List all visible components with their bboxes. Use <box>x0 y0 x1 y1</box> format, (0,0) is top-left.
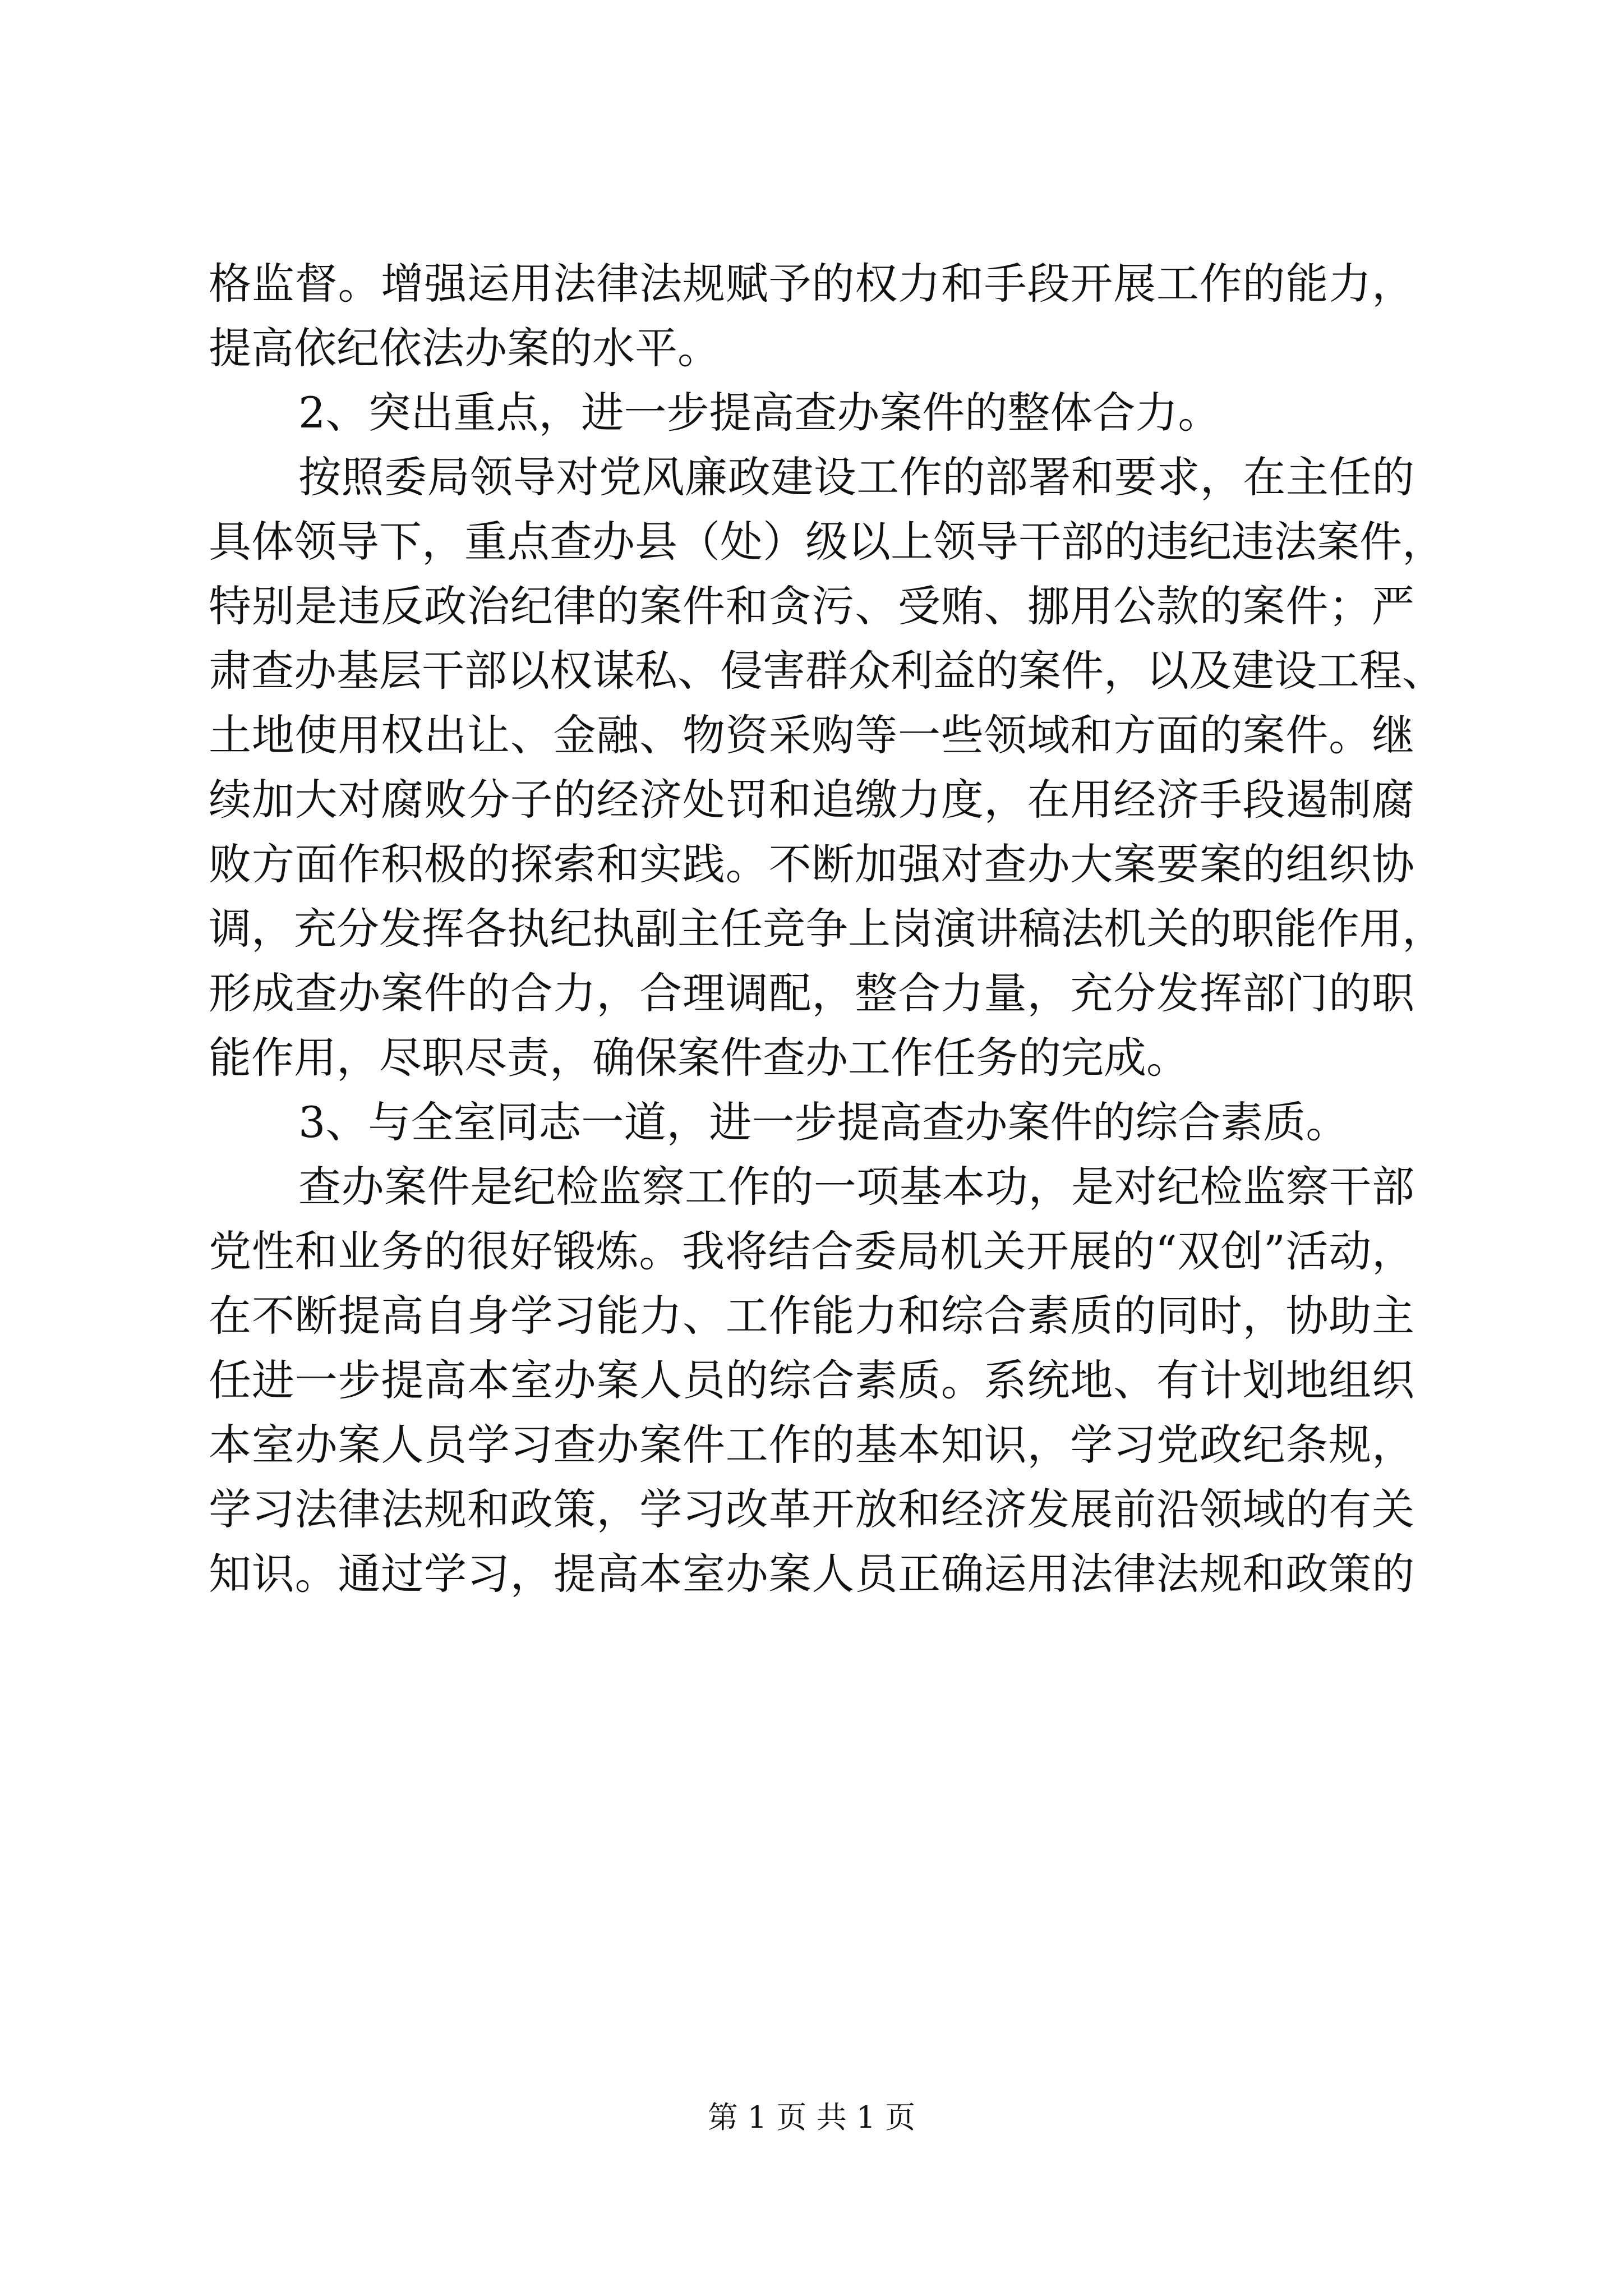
page-number-footer: 第 1 页 共 1 页 <box>707 2100 916 2135</box>
text-line: 败方面作积极的探索和实践。不断加强对查办大案要案的组织协 <box>209 839 1414 889</box>
text-line: 调，充分发挥各执纪执副主任竞争上岗演讲稿法机关的职能作用， <box>209 904 1445 954</box>
section-heading: 2、突出重点，进一步提高查办案件的整体合力。 <box>298 388 1221 438</box>
section-heading: 3、与全室同志一道，进一步提高查办案件的综合素质。 <box>298 1097 1349 1147</box>
text-line: 在不断提高自身学习能力、工作能力和综合素质的同时，协助主 <box>209 1291 1414 1341</box>
text-line: 能作用，尽职尽责，确保案件查办工作任务的完成。 <box>209 1033 1189 1083</box>
text-line: 肃查办基层干部以权谋私、侵害群众利益的案件，以及建设工程、 <box>209 646 1445 696</box>
text-line: 具体领导下，重点查办县（处）级以上领导干部的违纪违法案件， <box>209 517 1445 567</box>
text-line: 党性和业务的很好锻炼。我将结合委局机关开展的“双创”活动， <box>209 1226 1414 1276</box>
text-line: 本室办案人员学习查办案件工作的基本知识，学习党政纪条规， <box>209 1420 1414 1470</box>
text-line: 特别是违反政治纪律的案件和贪污、受贿、挪用公款的案件；严 <box>209 581 1414 631</box>
text-line: 查办案件是纪检监察工作的一项基本功，是对纪检监察干部 <box>298 1162 1414 1212</box>
document-body <box>209 251 1445 1606</box>
text-line: 提高依纪依法办案的水平。 <box>209 323 720 373</box>
text-line: 续加大对腐败分子的经济处罚和追缴力度，在用经济手段遏制腐 <box>209 775 1414 825</box>
text-line: 土地使用权出让、金融、物资采购等一些领域和方面的案件。继 <box>209 710 1414 760</box>
text-line: 学习法律法规和政策，学习改革开放和经济发展前沿领域的有关 <box>209 1484 1414 1534</box>
text-line: 格监督。增强运用法律法规赋予的权力和手段开展工作的能力， <box>209 259 1414 309</box>
text-line: 按照委局领导对党风廉政建设工作的部署和要求，在主任的 <box>298 452 1414 502</box>
text-line: 知识。通过学习，提高本室办案人员正确运用法律法规和政策的 <box>209 1549 1414 1599</box>
text-line: 形成查办案件的合力，合理调配，整合力量，充分发挥部门的职 <box>209 968 1414 1018</box>
text-line: 任进一步提高本室办案人员的综合素质。系统地、有计划地组织 <box>209 1355 1414 1405</box>
